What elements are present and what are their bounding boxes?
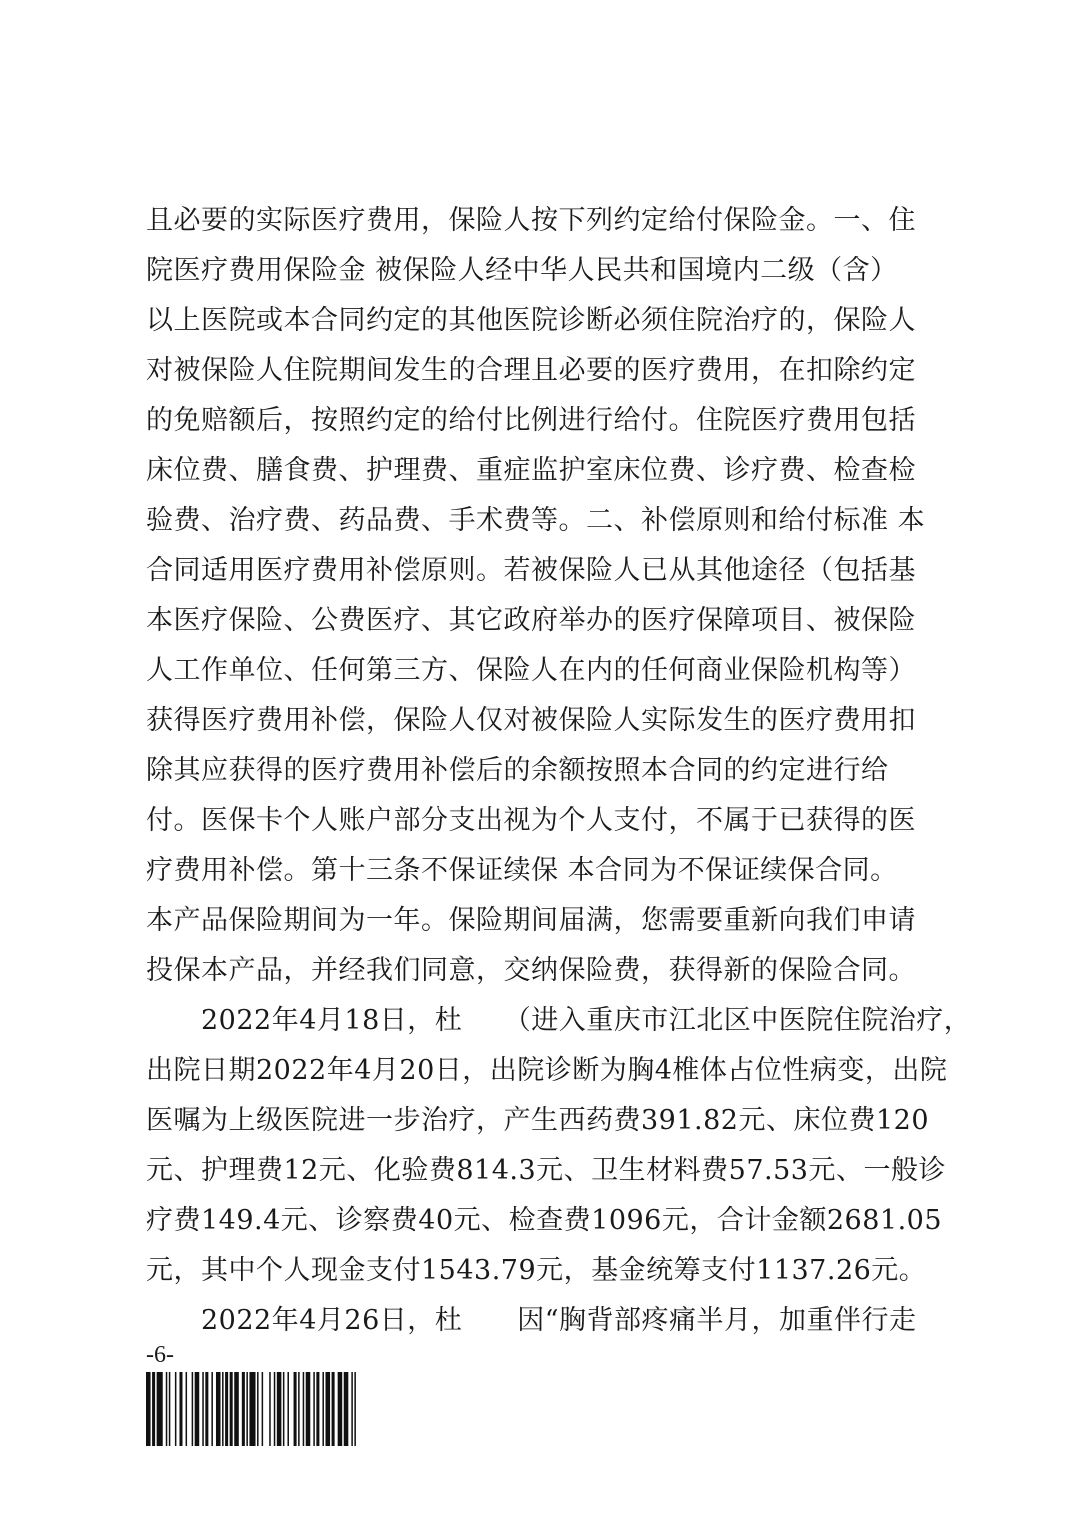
barcode-bar [216, 1372, 221, 1446]
text-line: 本医疗保险、公费医疗、其它政府举办的医疗保障项目、被保险 [146, 605, 916, 636]
barcode-bar [249, 1372, 255, 1446]
barcode-bar [269, 1372, 271, 1446]
barcode-bar [283, 1372, 285, 1446]
barcode-bar [179, 1372, 182, 1446]
text-line: 出院日期2022年4月20日，出院诊断为胸4椎体占位性病变，出院 [146, 1055, 948, 1086]
text-line: 除其应获得的医疗费用补偿后的余额按照本合同的约定进行给 [146, 755, 889, 786]
text-line: 的免赔额后，按照约定的给付比例进行给付。住院医疗费用包括 [146, 405, 916, 436]
text-line: 元、护理费12元、化验费814.3元、卫生材料费57.53元、一般诊 [146, 1155, 946, 1186]
text-line: 合同适用医疗费用补偿原则。若被保险人已从其他途径（包括基 [146, 555, 916, 586]
text-line: 付。医保卡个人账户部分支出视为个人支付，不属于已获得的医 [146, 805, 916, 836]
text-line: 且必要的实际医疗费用，保险人按下列约定给付保险金。一、住 [146, 205, 916, 236]
barcode-bar [332, 1372, 335, 1446]
text-line: 疗费149.4元、诊察费40元、检查费1096元，合计金额2681.05 [146, 1205, 943, 1236]
barcode-bar [157, 1372, 163, 1446]
barcode-bar [175, 1372, 177, 1446]
barcode-bar [211, 1372, 213, 1446]
text-line: 获得医疗费用补偿，保险人仅对被保险人实际发生的医疗费用扣 [146, 705, 916, 736]
barcode-bar [303, 1372, 305, 1446]
barcode-bar [313, 1372, 315, 1446]
barcode-bar [298, 1372, 300, 1446]
barcode-image [146, 1372, 362, 1446]
text-line: 院医疗费用保险金 被保险人经中华人民共和国境内二级（含） [146, 255, 898, 286]
text-line: 元，其中个人现金支付1543.79元，基金统筹支付1137.26元。 [146, 1255, 927, 1286]
text-line: 本产品保险期间为一年。保险期间届满，您需要重新向我们申请 [146, 905, 916, 936]
barcode-bar [152, 1372, 155, 1446]
barcode-bar [186, 1372, 188, 1446]
barcode-bar [225, 1372, 228, 1446]
barcode-bar [316, 1372, 319, 1446]
text-line: 医嘱为上级医院进一步治疗，产生西药费391.82元、床位费120 [146, 1105, 930, 1136]
text-line: 2022年4月18日，杜 （进入重庆市江北区中医院住院治疗， [146, 1005, 972, 1036]
barcode-bar [257, 1372, 259, 1446]
text-line: 床位费、膳食费、护理费、重症监护室床位费、诊疗费、检查检 [146, 455, 916, 486]
barcode-bar [169, 1372, 171, 1446]
barcode-bar [354, 1372, 356, 1446]
barcode-bar [306, 1372, 311, 1446]
text-line: 疗费用补偿。第十三条不保证续保 本合同为不保证续保合同。 [146, 855, 898, 886]
barcode-bar [222, 1372, 224, 1446]
barcode-bar [294, 1372, 297, 1446]
barcode-bar [287, 1372, 289, 1446]
text-line: 对被保险人住院期间发生的合理且必要的医疗费用，在扣除约定 [146, 355, 916, 386]
barcode-bar [202, 1372, 204, 1446]
text-line: 人工作单位、任何第三方、保险人在内的任何商业保险机构等） [146, 655, 916, 686]
barcode-bar [338, 1372, 343, 1446]
barcode-bar [274, 1372, 276, 1446]
page-number: -6- [146, 1342, 174, 1368]
barcode-bar [322, 1372, 324, 1446]
barcode-bar [262, 1372, 264, 1446]
barcode-bar [277, 1372, 282, 1446]
barcode-bar [192, 1372, 194, 1446]
barcode-bar [246, 1372, 248, 1446]
barcode-bar [195, 1372, 200, 1446]
barcode-bar [242, 1372, 245, 1446]
text-line: 以上医院或本合同约定的其他医院诊断必须住院治疗的，保险人 [146, 305, 916, 336]
barcode-bar [146, 1372, 151, 1446]
barcode-bar [205, 1372, 208, 1446]
text-line: 验费、治疗费、药品费、手术费等。二、补偿原则和给付标准 本 [146, 505, 926, 536]
barcode-bar [325, 1372, 330, 1446]
text-line: 投保本产品，并经我们同意，交纳保险费，获得新的保险合同。 [146, 955, 916, 986]
barcode-bar [344, 1372, 349, 1446]
barcode-bar [230, 1372, 233, 1446]
barcode-bar [166, 1372, 168, 1446]
barcode-bar [351, 1372, 353, 1446]
text-line: 2022年4月26日，杜 因“胸背部疼痛半月，加重伴行走 [146, 1305, 917, 1336]
barcode-bar [234, 1372, 239, 1446]
